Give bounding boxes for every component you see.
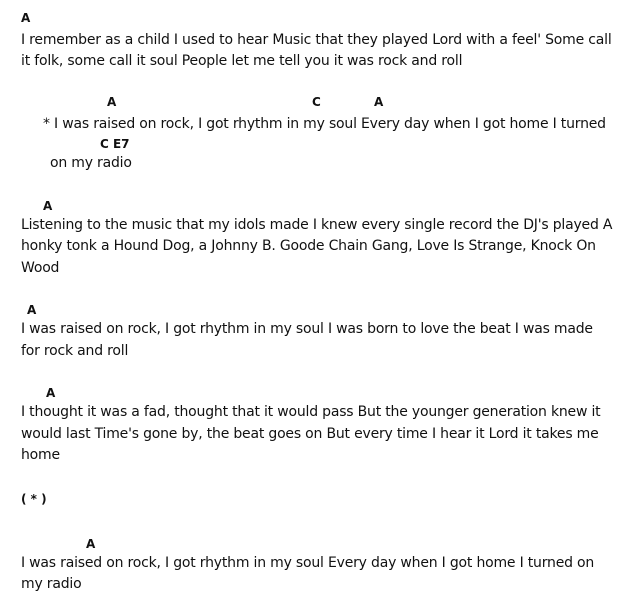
lyric-verse4-line1: I thought it was a fad, thought that it would pass But the younger generation knew it (21, 404, 601, 420)
lyric-verse1-line2: it folk, some call it soul People let me tell you it was rock and roll (21, 53, 463, 69)
chord-verse1-a: A (21, 11, 31, 25)
lyric-verse2-line2: honky tonk a Hound Dog, a Johnny B. Goode Chain Gang, Love Is Strange, Knock On (21, 238, 596, 254)
chord-chorus-a1: A (107, 95, 117, 109)
chord-chorus-c-e7: C E7 (100, 137, 130, 151)
lyric-verse2-line3: Wood (21, 260, 60, 276)
lyric-verse1-line1: I remember as a child I used to hear Music that they played Lord with a feel' Some call (21, 32, 612, 48)
chord-verse4-a: A (46, 386, 56, 400)
lyric-verse3-line2: for rock and roll (21, 343, 129, 359)
chorus-repeat-marker: ( * ) (21, 492, 47, 506)
chord-chorus-c: C (312, 95, 321, 109)
chord-verse2-a: A (43, 199, 53, 213)
lyric-verse4-line2: would last Time's gone by, the beat goes on But every time I hear it Lord it takes me (21, 426, 599, 442)
lyric-chorus-line2: on my radio (50, 155, 132, 171)
chord-verse3-a: A (27, 303, 37, 317)
lyric-verse5-line2: my radio (21, 576, 82, 592)
chord-chorus-a2: A (374, 95, 384, 109)
lyric-verse2-line1: Listening to the music that my idols made I knew every single record the DJ's played A (21, 217, 613, 233)
lyric-verse4-line3: home (21, 447, 60, 463)
lyric-verse5-line1: I was raised on rock, I got rhythm in my soul Every day when I got home I turned on (21, 555, 595, 571)
lyric-verse3-line1: I was raised on rock, I got rhythm in my soul I was born to love the beat I was made (21, 321, 593, 337)
lyric-chorus-line1: * I was raised on rock, I got rhythm in my soul Every day when I got home I turned (43, 116, 606, 132)
chord-verse5-a: A (86, 537, 96, 551)
